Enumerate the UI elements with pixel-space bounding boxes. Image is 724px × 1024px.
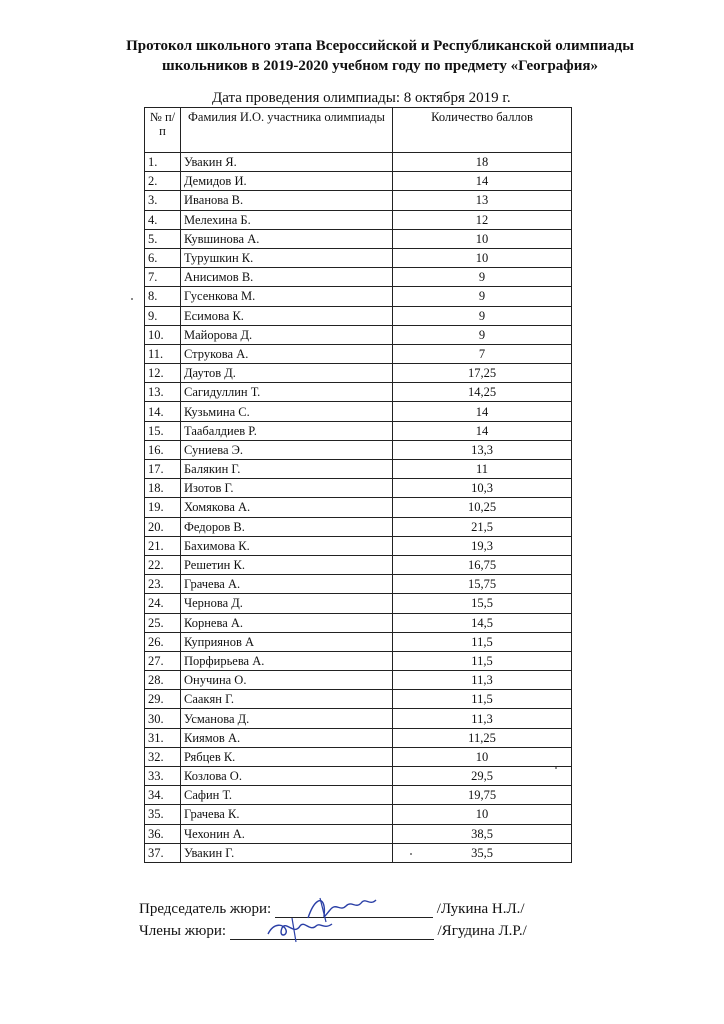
table-row xyxy=(145,747,572,766)
table-row xyxy=(145,153,572,172)
participant-name: Изотов Г. xyxy=(181,479,393,498)
participant-score: 10 xyxy=(393,747,572,766)
row-number: 25. xyxy=(145,613,181,632)
participant-name: Увакин Г. xyxy=(181,843,393,862)
participant-score: 9 xyxy=(393,268,572,287)
participant-score: 18 xyxy=(393,153,572,172)
results-table xyxy=(144,107,572,863)
participant-score: 17,25 xyxy=(393,364,572,383)
table-row xyxy=(145,440,572,459)
participant-score: 14,25 xyxy=(393,383,572,402)
table-row xyxy=(145,690,572,709)
table-row xyxy=(145,805,572,824)
participant-name: Майорова Д. xyxy=(181,325,393,344)
participant-name: Демидов И. xyxy=(181,172,393,191)
participant-name: Есимова К. xyxy=(181,306,393,325)
participant-name: Онучина О. xyxy=(181,671,393,690)
table-row xyxy=(145,824,572,843)
participant-name: Федоров В. xyxy=(181,517,393,536)
row-number: 29. xyxy=(145,690,181,709)
row-number: 37. xyxy=(145,843,181,862)
participant-name: Струкова А. xyxy=(181,344,393,363)
participant-score: 14,5 xyxy=(393,613,572,632)
table-row xyxy=(145,306,572,325)
table-row xyxy=(145,728,572,747)
row-number: 3. xyxy=(145,191,181,210)
participant-score: 19,3 xyxy=(393,536,572,555)
row-number: 18. xyxy=(145,479,181,498)
participant-name: Иванова В. xyxy=(181,191,393,210)
table-header-row xyxy=(145,108,572,153)
table-row xyxy=(145,287,572,306)
header-name: Фамилия И.О. участника олимпиады xyxy=(181,108,393,153)
participant-name: Анисимов В. xyxy=(181,268,393,287)
participant-score: 11,5 xyxy=(393,690,572,709)
row-number: 32. xyxy=(145,747,181,766)
table-row xyxy=(145,344,572,363)
participant-name: Чехонин А. xyxy=(181,824,393,843)
table-row xyxy=(145,594,572,613)
participant-score: 11,3 xyxy=(393,709,572,728)
participant-score: 10,3 xyxy=(393,479,572,498)
members-name: /Ягудина Л.Р./ xyxy=(437,923,527,939)
table-row xyxy=(145,229,572,248)
table-row xyxy=(145,536,572,555)
participant-score: 10 xyxy=(393,229,572,248)
participant-score: 11,5 xyxy=(393,632,572,651)
row-number: 13. xyxy=(145,383,181,402)
row-number: 16. xyxy=(145,440,181,459)
table-row xyxy=(145,575,572,594)
participant-score: 10,25 xyxy=(393,498,572,517)
participant-name: Усманова Д. xyxy=(181,709,393,728)
participant-name: Суниева Э. xyxy=(181,440,393,459)
title-line-2: школьников в 2019-2020 учебном году по предмету «География» xyxy=(162,58,598,74)
participant-score: 16,75 xyxy=(393,555,572,574)
table-row xyxy=(145,709,572,728)
participant-score: 9 xyxy=(393,325,572,344)
table-row xyxy=(145,248,572,267)
header-score: Количество баллов xyxy=(393,108,572,153)
row-number: 24. xyxy=(145,594,181,613)
row-number: 22. xyxy=(145,555,181,574)
member-handwritten-signature xyxy=(262,914,342,944)
table-row xyxy=(145,172,572,191)
participant-score: 7 xyxy=(393,344,572,363)
participant-name: Сагидуллин Т. xyxy=(181,383,393,402)
row-number: 26. xyxy=(145,632,181,651)
participant-name: Таабалдиев Р. xyxy=(181,421,393,440)
table-row xyxy=(145,498,572,517)
row-number: 19. xyxy=(145,498,181,517)
table-row xyxy=(145,325,572,344)
participant-name: Рябцев К. xyxy=(181,747,393,766)
row-number: 7. xyxy=(145,268,181,287)
participant-score: 13 xyxy=(393,191,572,210)
table-row xyxy=(145,517,572,536)
participant-score: 11 xyxy=(393,460,572,479)
row-number: 14. xyxy=(145,402,181,421)
table-row xyxy=(145,786,572,805)
row-number: 5. xyxy=(145,229,181,248)
row-number: 28. xyxy=(145,671,181,690)
scan-speck xyxy=(131,298,133,300)
participant-name: Порфирьева А. xyxy=(181,651,393,670)
olympiad-date: Дата проведения олимпиады: 8 октября 2019 г. xyxy=(212,90,511,106)
participant-score: 14 xyxy=(393,421,572,440)
participant-name: Гусенкова М. xyxy=(181,287,393,306)
row-number: 21. xyxy=(145,536,181,555)
table-row xyxy=(145,555,572,574)
table-row xyxy=(145,613,572,632)
participant-score: 14 xyxy=(393,172,572,191)
row-number: 15. xyxy=(145,421,181,440)
table-row xyxy=(145,671,572,690)
row-number: 34. xyxy=(145,786,181,805)
table-row xyxy=(145,210,572,229)
participant-name: Бахимова К. xyxy=(181,536,393,555)
members-label: Члены жюри: xyxy=(139,923,227,939)
scan-speck xyxy=(555,767,557,769)
row-number: 31. xyxy=(145,728,181,747)
participant-score: 35,5 xyxy=(393,843,572,862)
row-number: 30. xyxy=(145,709,181,728)
row-number: 23. xyxy=(145,575,181,594)
row-number: 1. xyxy=(145,153,181,172)
table-row xyxy=(145,402,572,421)
row-number: 11. xyxy=(145,344,181,363)
participant-name: Чернова Д. xyxy=(181,594,393,613)
table-body xyxy=(145,153,572,863)
participant-score: 11,3 xyxy=(393,671,572,690)
participant-name: Увакин Я. xyxy=(181,153,393,172)
row-number: 17. xyxy=(145,460,181,479)
participant-name: Сафин Т. xyxy=(181,786,393,805)
row-number: 35. xyxy=(145,805,181,824)
row-number: 9. xyxy=(145,306,181,325)
participant-score: 10 xyxy=(393,805,572,824)
chair-name: /Лукина Н.Л./ xyxy=(436,901,525,917)
participant-score: 9 xyxy=(393,287,572,306)
table-row xyxy=(145,191,572,210)
document-title xyxy=(60,36,700,76)
participant-name: Турушкин К. xyxy=(181,248,393,267)
participant-name: Корнева А. xyxy=(181,613,393,632)
participant-score: 38,5 xyxy=(393,824,572,843)
participant-score: 11,25 xyxy=(393,728,572,747)
participant-name: Мелехина Б. xyxy=(181,210,393,229)
participant-score: 11,5 xyxy=(393,651,572,670)
participant-name: Козлова О. xyxy=(181,767,393,786)
table-row xyxy=(145,479,572,498)
participant-name: Грачева К. xyxy=(181,805,393,824)
row-number: 36. xyxy=(145,824,181,843)
row-number: 10. xyxy=(145,325,181,344)
participant-name: Кувшинова А. xyxy=(181,229,393,248)
participant-score: 15,5 xyxy=(393,594,572,613)
table-row xyxy=(145,767,572,786)
participant-score: 21,5 xyxy=(393,517,572,536)
header-num: № п/п xyxy=(145,108,181,153)
table-row xyxy=(145,268,572,287)
title-line-1: Протокол школьного этапа Всероссийской и Республиканской олимпиады xyxy=(126,38,634,54)
participant-name: Киямов А. xyxy=(181,728,393,747)
participant-score: 19,75 xyxy=(393,786,572,805)
table-row xyxy=(145,383,572,402)
participant-name: Саакян Г. xyxy=(181,690,393,709)
participant-name: Куприянов А xyxy=(181,632,393,651)
scan-speck xyxy=(410,853,412,855)
participant-score: 15,75 xyxy=(393,575,572,594)
participant-score: 12 xyxy=(393,210,572,229)
table-row xyxy=(145,651,572,670)
table-row xyxy=(145,364,572,383)
participant-name: Хомякова А. xyxy=(181,498,393,517)
participant-score: 10 xyxy=(393,248,572,267)
table-row xyxy=(145,460,572,479)
table-row xyxy=(145,843,572,862)
participant-name: Кузьмина С. xyxy=(181,402,393,421)
participant-name: Решетин К. xyxy=(181,555,393,574)
participant-score: 13,3 xyxy=(393,440,572,459)
row-number: 8. xyxy=(145,287,181,306)
participant-name: Даутов Д. xyxy=(181,364,393,383)
row-number: 2. xyxy=(145,172,181,191)
row-number: 20. xyxy=(145,517,181,536)
row-number: 27. xyxy=(145,651,181,670)
row-number: 4. xyxy=(145,210,181,229)
participant-name: Грачева А. xyxy=(181,575,393,594)
participant-name: Балякин Г. xyxy=(181,460,393,479)
chair-label: Председатель жюри: xyxy=(139,901,272,917)
table-row xyxy=(145,632,572,651)
participant-score: 9 xyxy=(393,306,572,325)
table-row xyxy=(145,421,572,440)
row-number: 33. xyxy=(145,767,181,786)
participant-score: 29,5 xyxy=(393,767,572,786)
row-number: 6. xyxy=(145,248,181,267)
row-number: 12. xyxy=(145,364,181,383)
participant-score: 14 xyxy=(393,402,572,421)
